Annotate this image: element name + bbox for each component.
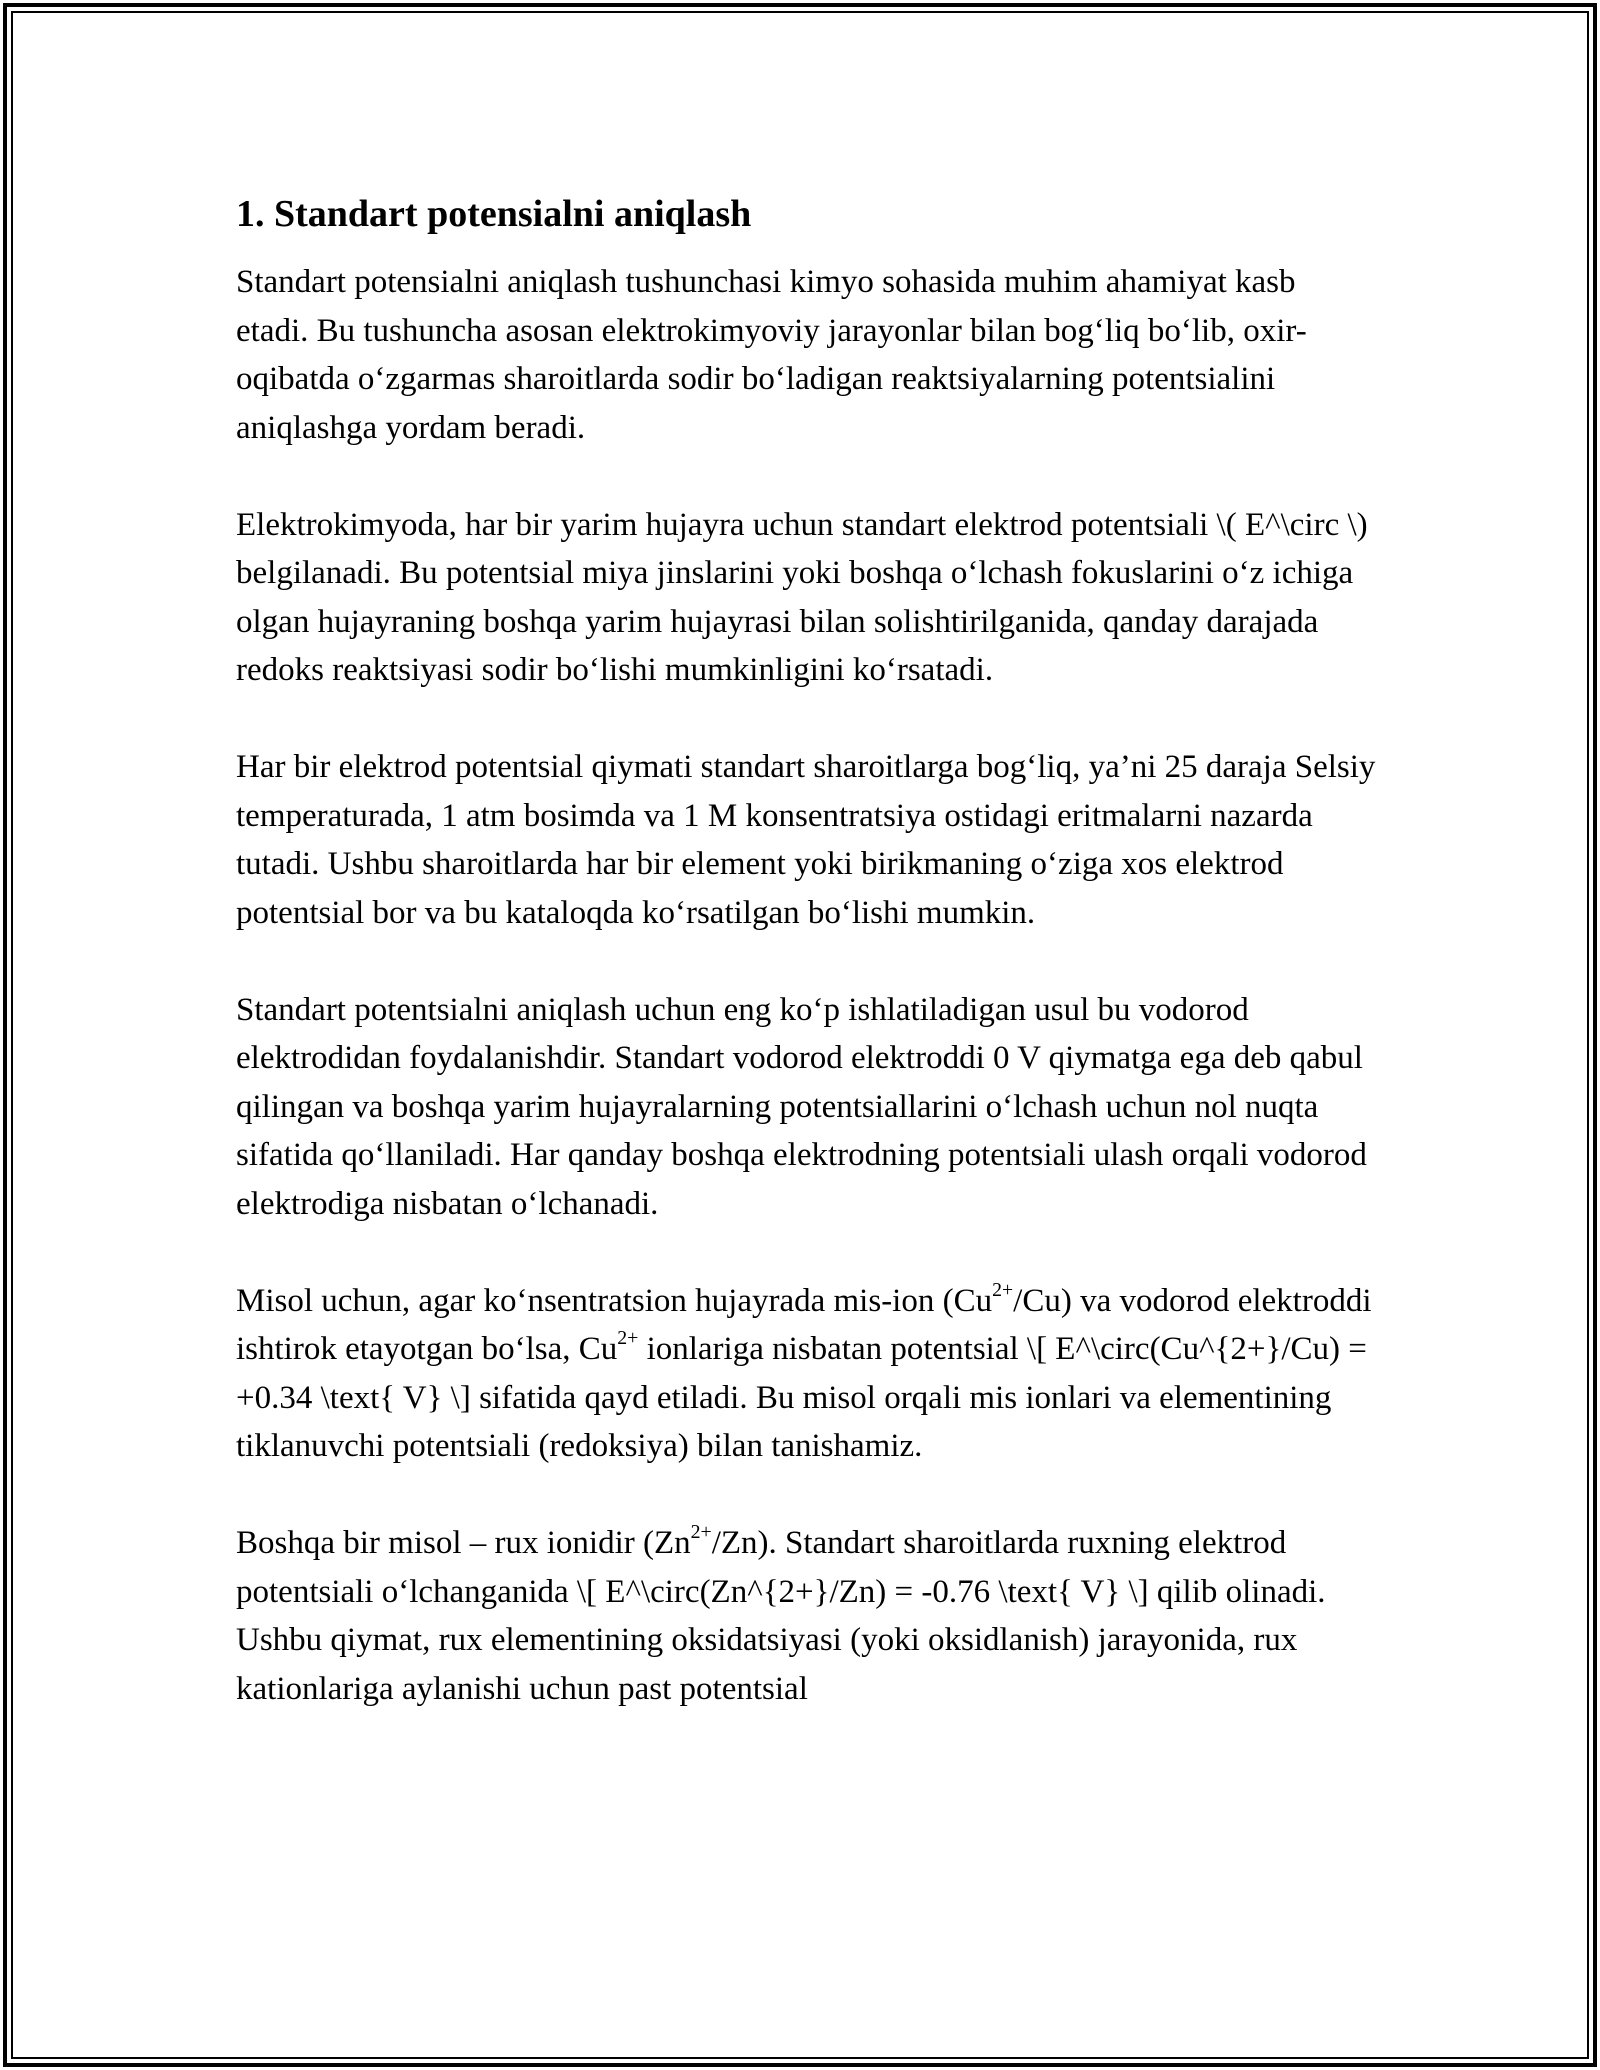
paragraph-3: Har bir elektrod potentsial qiymati standart sharoitlarga bog‘liq, ya’ni 25 daraja Selsiy temperaturada, 1 atm bosimda va 1 M konsentratsiya ostidagi eritmalarni nazarda tutadi. Ushbu sharoitlarda har bir element yoki birikmaning o‘ziga xos elektrod potentsial bor va bu kataloqda ko‘rsatilgan bo‘lishi mumkin. [236, 749, 1376, 931]
paragraph-6-text-a: Boshqa bir misol – rux ionidir (Zn [236, 1525, 691, 1561]
paragraph-5-text-b: /Cu) va vodorod elektroddi ishtirok etayotgan bo‘lsa, Cu [236, 1282, 1372, 1367]
document-body [236, 190, 1376, 1762]
paragraph-2: Elektrokimyoda, har bir yarim hujayra uchun standart elektrod potentsiali \( E^\circ \) belgilanadi. Bu potentsial miya jinslarini yoki boshqa o‘lchash fokuslarini o‘z ichiga olgan hujayraning boshqa yarim hujayrasi bilan solishtirilganida, qanday darajada redoks reaktsiyasi sodir bo‘lishi mumkinligini ko‘rsatadi. [236, 506, 1368, 688]
paragraph-4: Standart potentsialni aniqlash uchun eng ko‘p ishlatiladigan usul bu vodorod elektrodidan foydalanishdir. Standart vodorod elektroddi 0 V qiymatga ega deb qabul qilingan va boshqa yarim hujayralarning potentsiallarini o‘lchash uchun nol nuqta sifatida qo‘llaniladi. Har qanday boshqa elektrodning potentsiali ulash orqali vodorod elektrodiga nisbatan o‘lchanadi. [236, 991, 1367, 1222]
charge-superscript: 2+ [992, 1278, 1014, 1301]
section-heading: 1. Standart potensialni aniqlash [236, 193, 752, 235]
charge-superscript: 2+ [690, 1521, 712, 1544]
charge-superscript: 2+ [617, 1327, 639, 1350]
paragraph-5-text-a: Misol uchun, agar ko‘nsentratsion hujayrada mis-ion (Cu [236, 1282, 993, 1319]
paragraph-6-text-b: /Zn). Standart sharoitlarda ruxning elektrod potentsiali o‘lchanganida \[ E^\circ(Zn^{2+}/Zn) = -0.76 \text{ V} \] qilib olinadi. Ushbu qiymat, rux elementining oksidatsiyasi (yoki oksidlanish) jarayonida, rux kationlariga aylanishi uchun past potentsial [236, 1525, 1326, 1707]
paragraph-6 [236, 1519, 1376, 1713]
paragraph-5 [236, 1277, 1376, 1471]
paragraph-5-text-c: ionlariga nisbatan potentsial \[ E^\circ(Cu^{2+}/Cu) = +0.34 \text{ V} \] sifatida qayd etiladi. Bu misol orqali mis ionlari va elementining tiklanuvchi potentsiali (redoksiya) bilan tanishamiz. [236, 1331, 1367, 1464]
paragraph-1: Standart potensialni aniqlash tushunchasi kimyo sohasida muhim ahamiyat kasb etadi. Bu tushuncha asosan elektrokimyoviy jarayonlar bilan bog‘liq bo‘lib, oxir-oqibatda o‘zgarmas sharoitlarda sodir bo‘ladigan reaktsiyalarning potentsialini aniqlashga yordam beradi. [236, 264, 1307, 446]
